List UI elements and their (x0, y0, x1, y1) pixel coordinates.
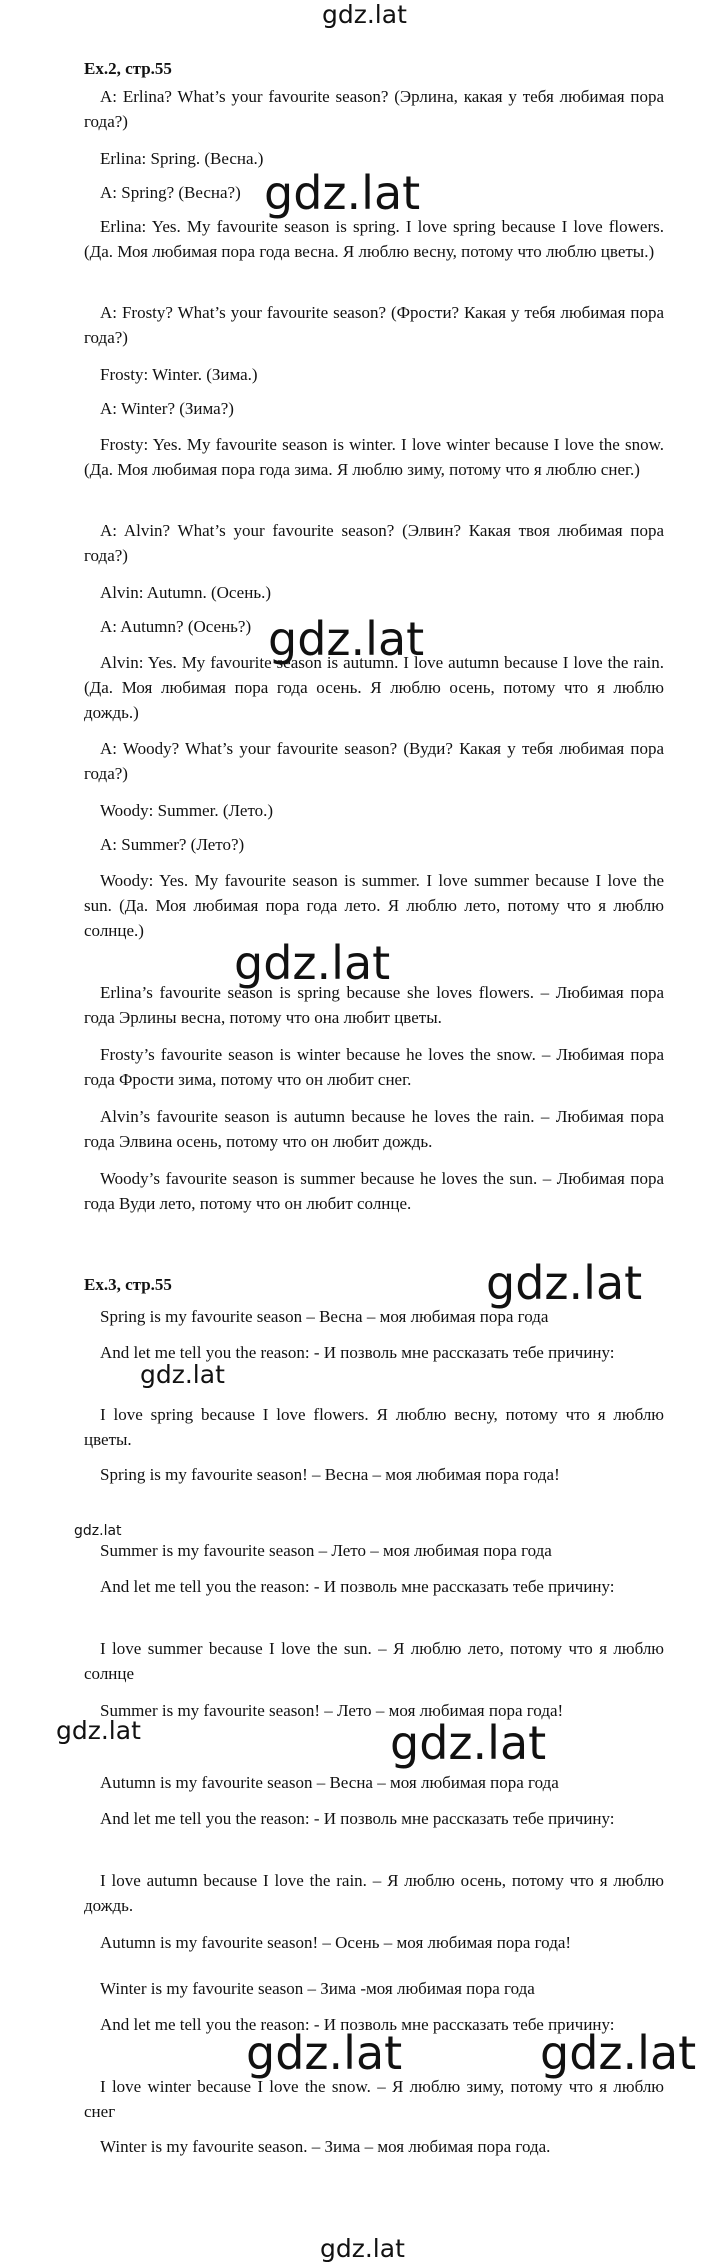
poem-line: I love spring because I love flowers. Я люблю весну, потому что я люблю цветы. (84, 1405, 664, 1449)
dialogue-line: Erlina: Yes. My favourite season is spring. I love spring because I love flowers. (Да. Моя любимая пора года весна. Я люблю весну, потому что люблю цветы.) (84, 217, 664, 261)
watermark: gdz.lat (540, 2026, 697, 2080)
poem-line: And let me tell you the reason: - И позволь мне рассказать тебе причину: (100, 1809, 615, 1828)
poem-line: Summer is my favourite season! – Лето – моя любимая пора года! (100, 1701, 564, 1720)
dialogue-line: Frosty: Yes. My favourite season is winter. I love winter because I love the snow. (Да. Моя любимая пора года зима. Я люблю зиму, потому что я люблю снег.) (84, 435, 664, 479)
exercise-2-heading: Ex.2, стр.55 (84, 59, 172, 78)
watermark: gdz.lat (74, 1523, 122, 1539)
poem-line: I love autumn because I love the rain. – Я люблю осень, потому что я люблю дождь. (84, 1871, 664, 1915)
dialogue-line: A: Summer? (Лето?) (100, 835, 245, 854)
poem-line: Autumn is my favourite season! – Осень – моя любимая пора года! (100, 1933, 572, 1952)
exercise-3-heading: Ex.3, стр.55 (84, 1275, 172, 1294)
summary-line: Alvin’s favourite season is autumn because he loves the rain. – Любимая пора года Элвина осень, потому что он любит дождь. (84, 1107, 664, 1151)
dialogue-line: A: Winter? (Зима?) (100, 399, 234, 418)
watermark: gdz.lat (264, 166, 421, 220)
poem-line: Winter is my favourite season. – Зима – моя любимая пора года. (100, 2137, 551, 2156)
dialogue-line: Alvin: Yes. My favourite season is autumn. I love autumn because I love the rain. (Да. Моя любимая пора года осень. Я люблю осень, потому что я люблю дождь.) (84, 653, 664, 722)
dialogue-line: A: Alvin? What’s your favourite season? (Элвин? Какая твоя любимая пора года?) (84, 521, 664, 565)
dialogue-line: A: Woody? What’s your favourite season? (Вуди? Какая у тебя любимая пора года?) (84, 739, 664, 783)
dialogue-line: A: Spring? (Весна?) (100, 183, 241, 202)
watermark: gdz.lat (140, 1360, 225, 1389)
poem-line: Autumn is my favourite season – Весна – моя любимая пора года (100, 1773, 559, 1792)
poem-line: Spring is my favourite season – Весна – моя любимая пора года (100, 1307, 549, 1326)
summary-line: Woody’s favourite season is summer because he loves the sun. – Любимая пора года Вуди лето, потому что он любит солнце. (84, 1169, 664, 1213)
poem-line: And let me tell you the reason: - И позволь мне рассказать тебе причину: (100, 1343, 615, 1362)
poem-line: I love summer because I love the sun. – Я люблю лето, потому что я люблю солнце (84, 1639, 664, 1683)
watermark: gdz.lat (390, 1716, 547, 1770)
dialogue-line: A: Erlina? What’s your favourite season? (Эрлина, какая у тебя любимая пора года?) (84, 87, 664, 131)
poem-line: Spring is my favourite season! – Весна – моя любимая пора года! (100, 1465, 560, 1484)
watermark: gdz.lat (268, 612, 425, 666)
watermark: gdz.lat (486, 1256, 643, 1310)
summary-line: Erlina’s favourite season is spring because she loves flowers. – Любимая пора года Эрлины весна, потому что она любит цветы. (84, 983, 664, 1027)
watermark: gdz.lat (56, 1716, 141, 1745)
summary-line: Frosty’s favourite season is winter because he loves the snow. – Любимая пора года Фрости зима, потому что он любит снег. (84, 1045, 664, 1089)
dialogue-line: Woody: Summer. (Лето.) (100, 801, 274, 820)
dialogue-line: A: Autumn? (Осень?) (100, 617, 252, 636)
dialogue-line: Erlina: Spring. (Весна.) (100, 149, 264, 168)
poem-line: And let me tell you the reason: - И позволь мне рассказать тебе причину: (100, 1577, 615, 1596)
poem-line: Winter is my favourite season – Зима -моя любимая пора года (100, 1979, 535, 1998)
poem-line: And let me tell you the reason: - И позволь мне рассказать тебе причину: (100, 2015, 615, 2034)
watermark: gdz.lat (322, 0, 407, 29)
dialogue-line: Alvin: Autumn. (Осень.) (100, 583, 271, 602)
watermark: gdz.lat (320, 2234, 405, 2263)
watermark: gdz.lat (246, 2026, 403, 2080)
dialogue-line: A: Frosty? What’s your favourite season? (Фрости? Какая у тебя любимая пора года?) (84, 303, 664, 347)
dialogue-line: Frosty: Winter. (Зима.) (100, 365, 258, 384)
dialogue-line: Woody: Yes. My favourite season is summer. I love summer because I love the sun. (Да. Моя любимая пора года лето. Я люблю лето, потому что я люблю солнце.) (84, 871, 664, 940)
poem-line: Summer is my favourite season – Лето – моя любимая пора года (100, 1541, 552, 1560)
watermark: gdz.lat (234, 936, 391, 990)
poem-line: I love winter because I love the snow. – Я люблю зиму, потому что я люблю снег (84, 2077, 664, 2121)
